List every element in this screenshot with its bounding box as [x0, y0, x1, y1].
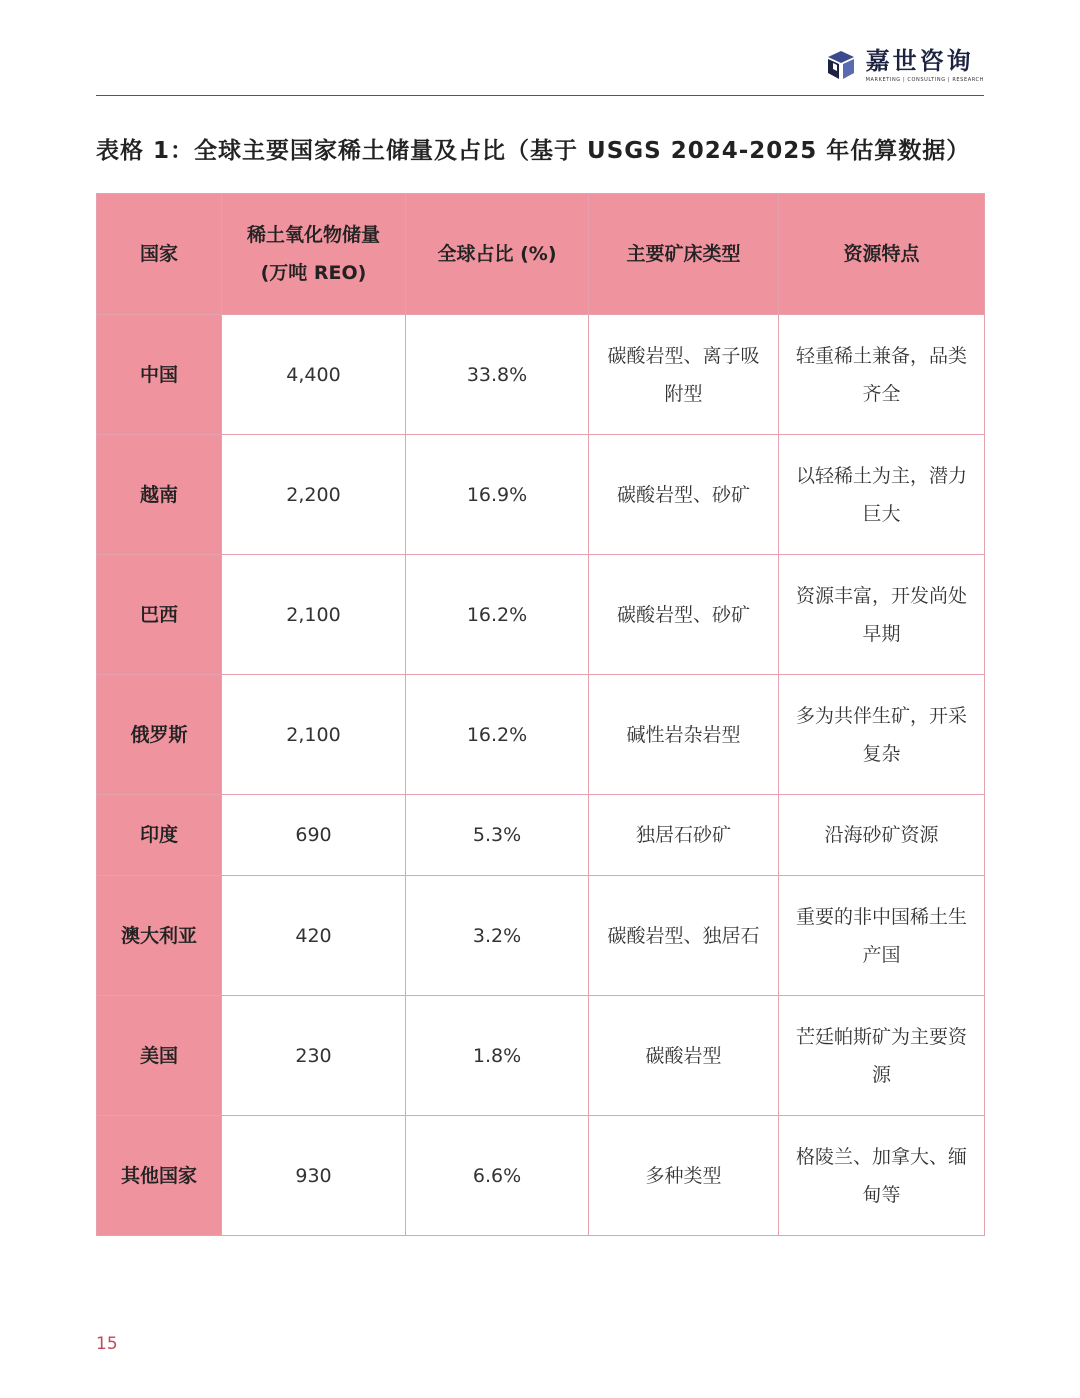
cell-reserves: 4,400 [222, 315, 406, 435]
header-deposit-type: 主要矿床类型 [589, 194, 779, 315]
rare-earth-reserves-table [96, 193, 985, 1236]
cell-share: 1.8% [406, 996, 589, 1116]
cell-characteristics: 多为共伴生矿，开采复杂 [779, 675, 985, 795]
cell-share: 6.6% [406, 1116, 589, 1236]
page-number: 15 [96, 1334, 118, 1354]
cell-deposit-type: 碳酸岩型、砂矿 [589, 435, 779, 555]
cell-reserves: 420 [222, 876, 406, 996]
cell-characteristics: 以轻稀土为主，潜力巨大 [779, 435, 985, 555]
cell-country: 美国 [97, 996, 222, 1116]
cell-deposit-type: 多种类型 [589, 1116, 779, 1236]
table-row [97, 876, 985, 996]
cell-share: 16.2% [406, 555, 589, 675]
cell-characteristics: 格陵兰、加拿大、缅甸等 [779, 1116, 985, 1236]
table-row [97, 315, 985, 435]
cell-reserves: 230 [222, 996, 406, 1116]
table-row [97, 435, 985, 555]
cell-characteristics: 重要的非中国稀土生产国 [779, 876, 985, 996]
header-reserves: 稀土氧化物储量 (万吨 REO) [222, 194, 406, 315]
cell-share: 33.8% [406, 315, 589, 435]
company-logo-icon [824, 49, 858, 83]
cell-country: 越南 [97, 435, 222, 555]
cell-deposit-type: 碳酸岩型 [589, 996, 779, 1116]
company-tagline: MARKETING | CONSULTING | RESEARCH [865, 77, 984, 83]
cell-characteristics: 芒廷帕斯矿为主要资源 [779, 996, 985, 1116]
cell-reserves: 2,100 [222, 555, 406, 675]
table-row [97, 795, 985, 876]
cell-deposit-type: 碳酸岩型、离子吸附型 [589, 315, 779, 435]
cell-country: 印度 [97, 795, 222, 876]
cell-country: 其他国家 [97, 1116, 222, 1236]
header-characteristics: 资源特点 [779, 194, 985, 315]
table-row [97, 675, 985, 795]
cell-characteristics: 沿海砂矿资源 [779, 795, 985, 876]
cell-share: 5.3% [406, 795, 589, 876]
cell-country: 中国 [97, 315, 222, 435]
table-row [97, 996, 985, 1116]
cell-deposit-type: 碱性岩杂岩型 [589, 675, 779, 795]
table-row [97, 1116, 985, 1236]
cell-country: 俄罗斯 [97, 675, 222, 795]
table-header-row [97, 194, 985, 315]
cell-reserves: 930 [222, 1116, 406, 1236]
cell-reserves: 690 [222, 795, 406, 876]
cell-reserves: 2,100 [222, 675, 406, 795]
cell-deposit-type: 碳酸岩型、独居石 [589, 876, 779, 996]
company-logo [824, 48, 984, 83]
cell-deposit-type: 独居石砂矿 [589, 795, 779, 876]
cell-characteristics: 资源丰富，开发尚处早期 [779, 555, 985, 675]
header-country: 国家 [97, 194, 222, 315]
cell-share: 16.9% [406, 435, 589, 555]
table-row [97, 555, 985, 675]
cell-deposit-type: 碳酸岩型、砂矿 [589, 555, 779, 675]
cell-country: 巴西 [97, 555, 222, 675]
header-divider [96, 95, 984, 96]
header-share: 全球占比 (%) [406, 194, 589, 315]
cell-share: 16.2% [406, 675, 589, 795]
table-title: 表格 1：全球主要国家稀土储量及占比（基于 USGS 2024-2025 年估算数据） [96, 138, 971, 164]
page-header [96, 40, 984, 96]
cell-characteristics: 轻重稀土兼备，品类齐全 [779, 315, 985, 435]
cell-country: 澳大利亚 [97, 876, 222, 996]
cell-reserves: 2,200 [222, 435, 406, 555]
company-name: 嘉世咨询 [865, 47, 974, 75]
cell-share: 3.2% [406, 876, 589, 996]
